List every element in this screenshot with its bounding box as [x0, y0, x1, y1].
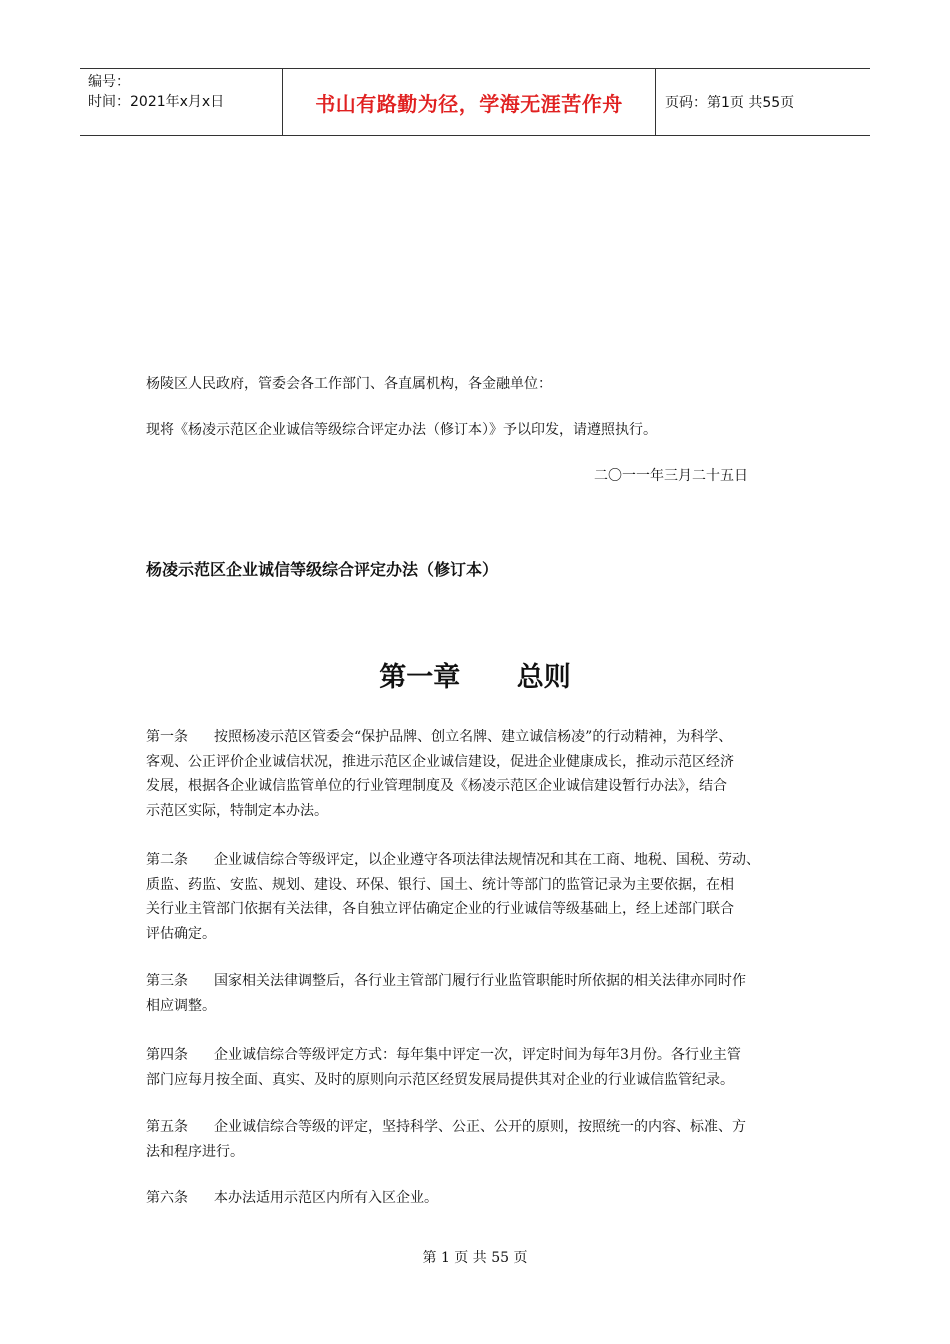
page-footer: 第 1 页 共 55 页 [422, 1250, 528, 1266]
article-line: 企业诚信综合等级评定方式：每年集中评定一次，评定时间为每年3月份。各行业主管 [214, 1047, 741, 1063]
article-line: 部门应每月按全面、真实、及时的原则向示范区经贸发展局提供其对企业的行业诚信监管纪录。 [146, 1071, 734, 1088]
document-title: 杨凌示范区企业诚信等级综合评定办法（修订本） [146, 560, 499, 579]
article-number: 第三条 [146, 973, 188, 989]
header-page-info: 页码：第1页 共55页 [665, 95, 795, 111]
article-line: 企业诚信综合等级的评定，坚持科学、公正、公开的原则，按照统一的内容、标准、方 [214, 1119, 746, 1135]
letter-date: 二〇一一年三月二十五日 [594, 468, 748, 484]
article-number: 第二条 [146, 852, 188, 868]
page-header [80, 68, 870, 136]
article-line: 评估确定。 [146, 925, 216, 942]
article-number: 第六条 [146, 1190, 188, 1206]
article-2 [146, 848, 814, 946]
article-line: 示范区实际，特制定本办法。 [146, 802, 328, 819]
article-line: 法和程序进行。 [146, 1143, 244, 1160]
article-line: 发展，根据各企业诚信监管单位的行业管理制度及《杨凌示范区企业诚信建设暂行办法》，结合 [146, 778, 727, 794]
article-number: 第一条 [146, 729, 188, 745]
article-line: 客观、公正评价企业诚信状况，推进示范区企业诚信建设，促进企业健康成长，推动示范区经济 [146, 753, 734, 770]
header-meta [80, 69, 282, 135]
article-line: 相应调整。 [146, 997, 216, 1014]
article-line: 关行业主管部门依据有关法律，各自独立评估确定企业的行业诚信等级基础上，经上述部门联合 [146, 901, 734, 917]
article-number: 第四条 [146, 1047, 188, 1063]
letter-notice: 现将《杨凌示范区企业诚信等级综合评定办法（修订本）》予以印发，请遵照执行。 [146, 422, 657, 438]
article-1 [146, 725, 814, 823]
article-number: 第五条 [146, 1119, 188, 1135]
article-line: 按照杨凌示范区管委会“保护品牌、创立名牌、建立诚信杨凌”的行动精神，为科学、 [214, 729, 733, 745]
article-line: 本办法适用示范区内所有入区企业。 [214, 1190, 438, 1206]
header-motto: 书山有路勤为径，学海无涯苦作舟 [282, 69, 656, 135]
article-3 [146, 969, 814, 1018]
letter-salutation: 杨陵区人民政府，管委会各工作部门、各直属机构，各金融单位： [146, 376, 552, 392]
header-number: 编号： [88, 74, 130, 90]
article-4 [146, 1043, 814, 1092]
header-time: 时间：2021年x月x日 [88, 94, 225, 110]
article-line: 国家相关法律调整后，各行业主管部门履行行业监管职能时所依据的相关法律亦同时作 [214, 973, 746, 989]
article-6 [146, 1186, 814, 1211]
article-5 [146, 1115, 814, 1164]
article-line: 企业诚信综合等级评定，以企业遵守各项法律法规情况和其在工商、地税、国税、劳动、 [214, 852, 760, 868]
article-line: 质监、药监、安监、规划、建设、环保、银行、国土、统计等部门的监管记录为主要依据，在相 [146, 876, 734, 893]
chapter-title: 第一章 总则 [379, 662, 571, 693]
